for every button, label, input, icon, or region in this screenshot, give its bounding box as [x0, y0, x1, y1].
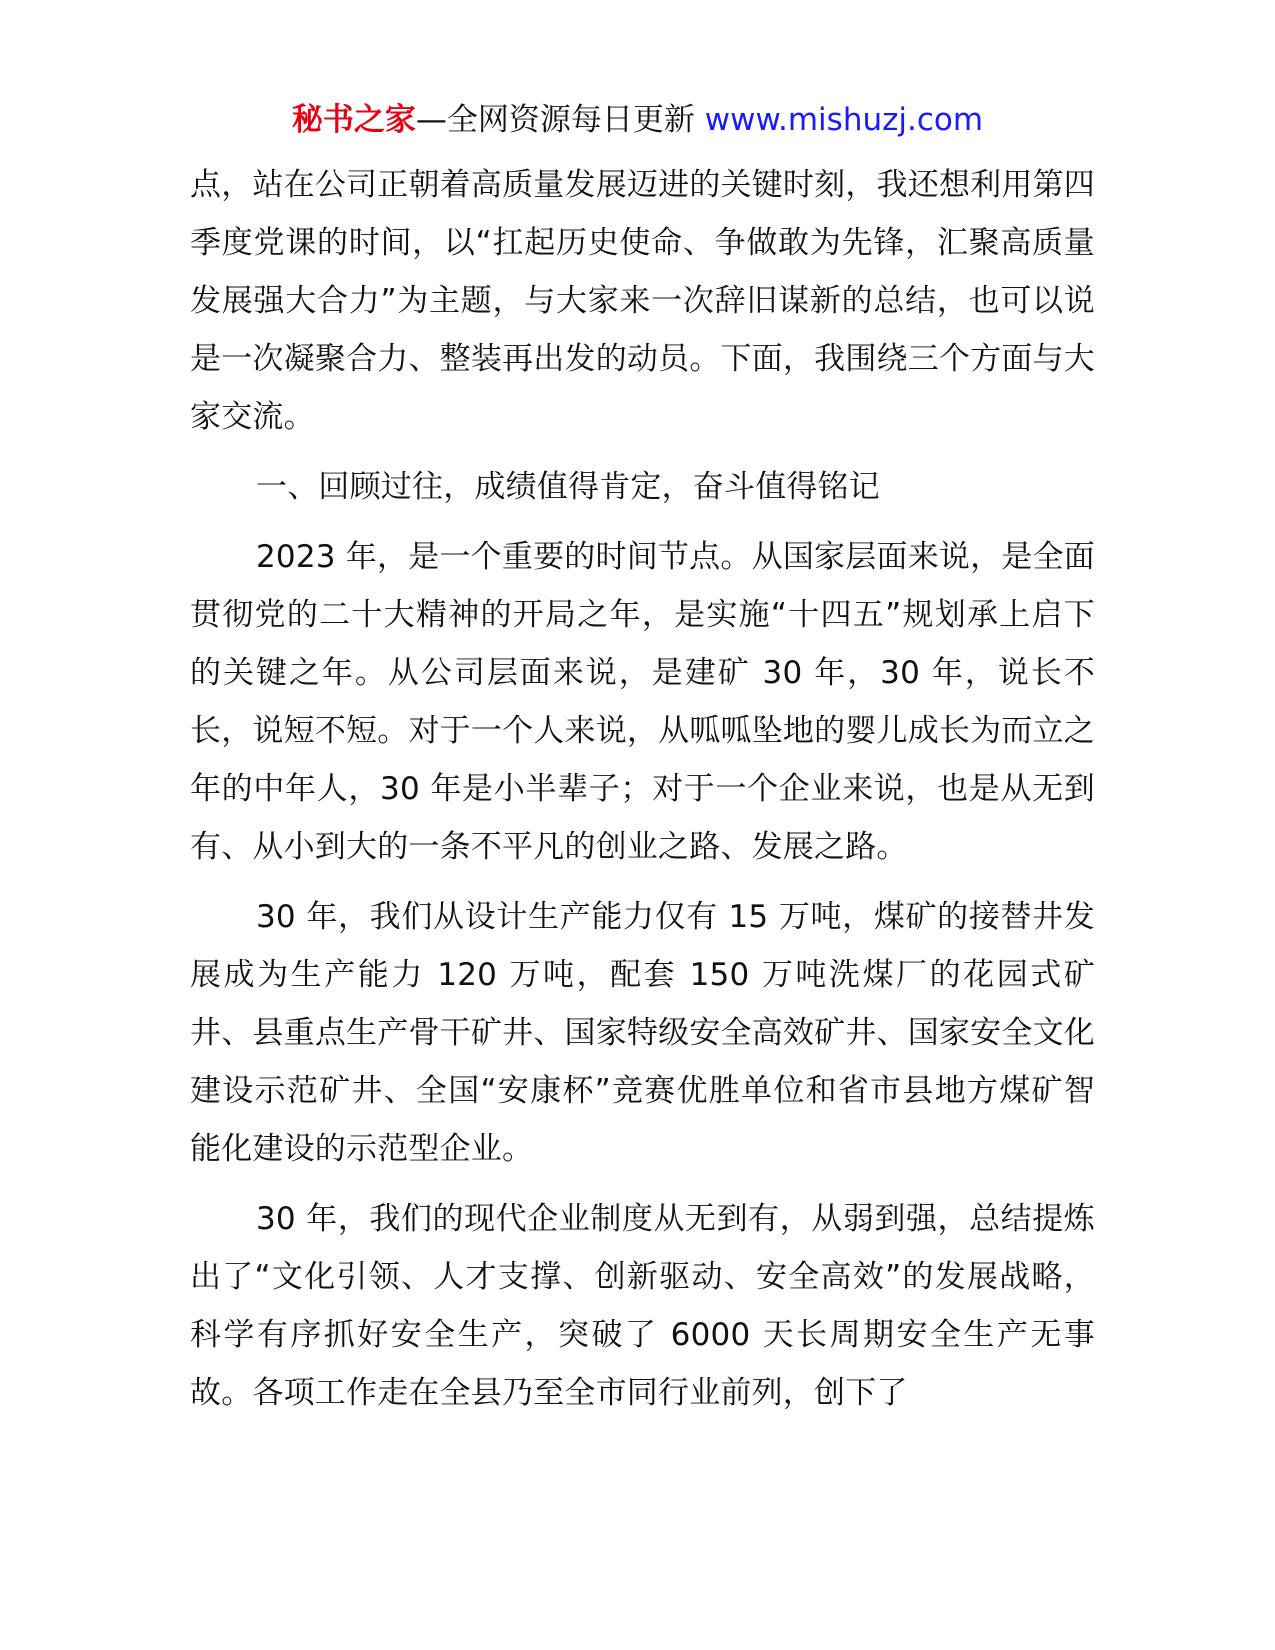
paragraph: 30 年，我们的现代企业制度从无到有，从弱到强，总结提炼出了“文化引领、人才支撑、创新驱动、安全高效”的发展战略，科学有序抓好安全生产，突破了 6000 天长周期安全生产无事故。各项工作走在全县乃至全市同行业前列，创下了 — [190, 1201, 1095, 1411]
header-tagline: —全网资源每日更新 — [415, 102, 705, 138]
site-url-link[interactable]: www.mishuzj.com — [704, 102, 984, 138]
section-heading: 一、回顾过往，成绩值得肯定，奋斗值得铭记 — [256, 469, 880, 505]
site-header — [0, 100, 1275, 140]
paragraph: 2023 年，是一个重要的时间节点。从国家层面来说，是全面贯彻党的二十大精神的开局之年，是实施“十四五”规划承上启下的关键之年。从公司层面来说，是建矿 30 年，30 年，说长不长，说短不短。对于一个人来说，从呱呱坠地的婴儿成长为而立之年的中年人，30 年是小半辈子；对于一个企业来说，也是从无到有、从小到大的一条不平凡的创业之路、发展之路。 — [190, 539, 1095, 865]
paragraph: 30 年，我们从设计生产能力仅有 15 万吨，煤矿的接替井发展成为生产能力 120 万吨，配套 150 万吨洗煤厂的花园式矿井、县重点生产骨干矿井、国家特级安全高效矿井、国家安全文化建设示范矿井、全国“安康杯”竞赛优胜单位和省市县地方煤矿智能化建设的示范型企业。 — [190, 899, 1095, 1167]
document-body — [190, 156, 1095, 1434]
paragraph-intro: 点，站在公司正朝着高质量发展迈进的关键时刻，我还想利用第四季度党课的时间，以“扛起历史使命、争做敢为先锋，汇聚高质量发展强大合力”为主题，与大家来一次辞旧谋新的总结，也可以说是一次凝聚合力、整装再出发的动员。下面，我围绕三个方面与大家交流。 — [190, 167, 1095, 435]
brand-name: 秘书之家 — [291, 102, 416, 138]
